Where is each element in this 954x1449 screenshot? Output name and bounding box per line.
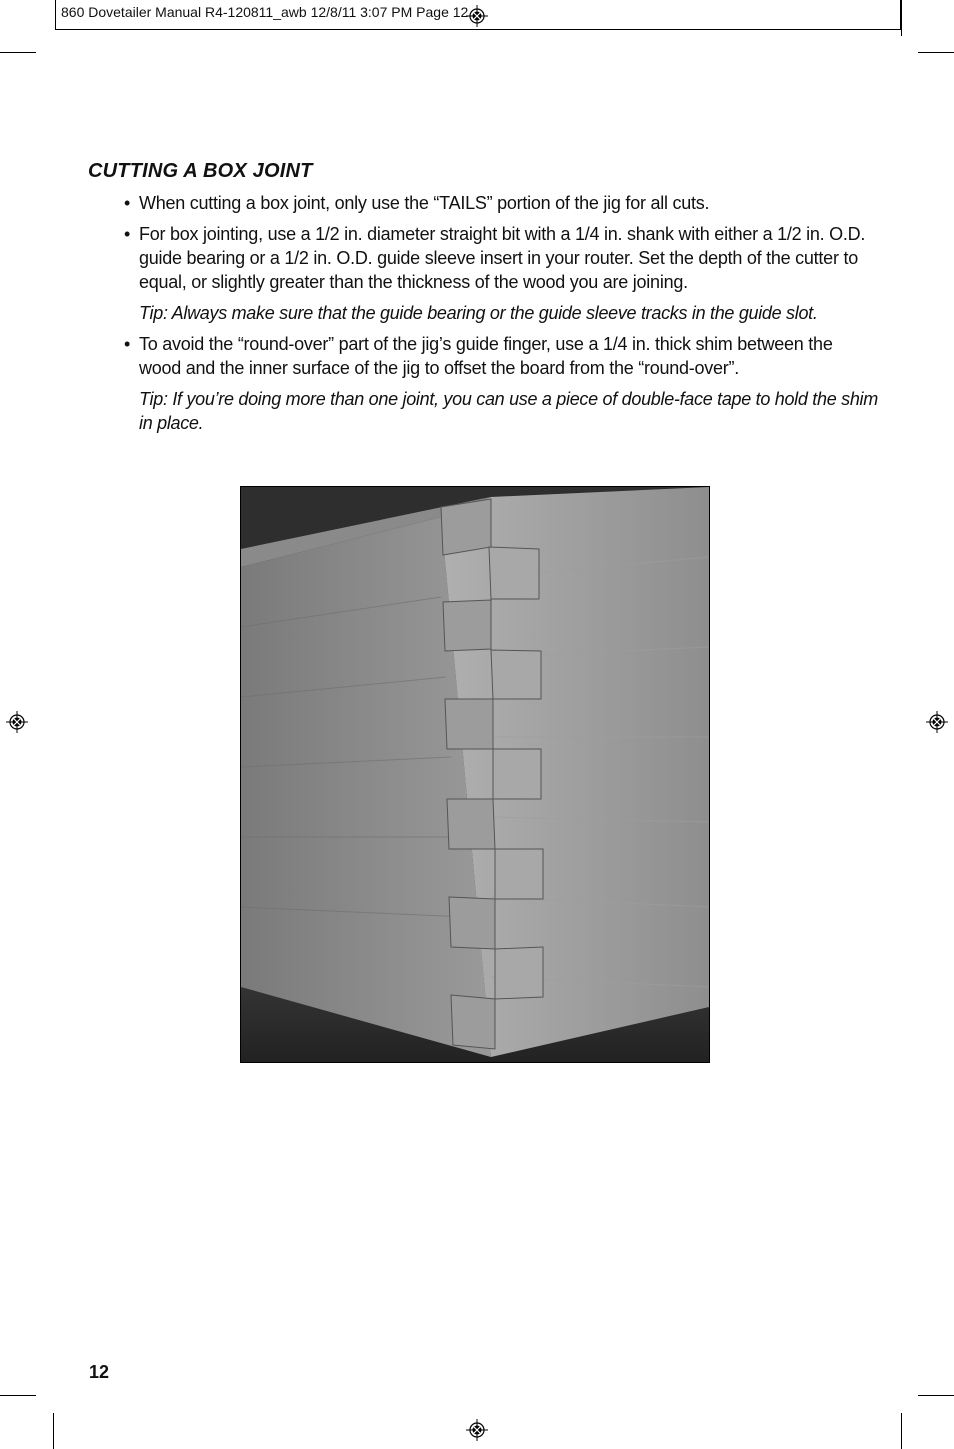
tip-text: Tip: If you’re doing more than one joint, you can use a piece of double-face tape to hold the shim in place. <box>139 389 878 433</box>
list-item <box>124 332 878 380</box>
crop-mark <box>918 1395 954 1396</box>
box-joint-photo <box>240 486 710 1063</box>
section-title: CUTTING A BOX JOINT <box>88 160 313 182</box>
bullet: • <box>124 334 131 354</box>
bullet: • <box>124 224 131 244</box>
list-item-text: When cutting a box joint, only use the “TAILS” portion of the jig for all cuts. <box>139 193 710 213</box>
crop-mark <box>0 1395 36 1396</box>
list-item-text: To avoid the “round-over” part of the jig’s guide finger, use a 1/4 in. thick shim between the wood and the inner surface of the jig to offset the board from the “round-over”. <box>139 334 833 378</box>
crop-mark <box>901 0 902 36</box>
list-item <box>124 191 878 215</box>
registration-mark-icon <box>466 5 488 27</box>
registration-mark-icon <box>6 711 28 733</box>
list-item-text: For box jointing, use a 1/2 in. diameter straight bit with a 1/4 in. shank with either a 1/2 in. O.D. guide bearing or a 1/2 in. O.D. guide sleeve insert in your router. Set the depth of the cutter to equal, or slightly greater than the thickness of the wood you are joining. <box>139 224 866 292</box>
crop-mark <box>0 52 36 53</box>
registration-mark-icon <box>466 1419 488 1441</box>
crop-mark <box>901 1413 902 1449</box>
registration-mark-icon <box>926 711 948 733</box>
crop-mark <box>918 52 954 53</box>
box-joint-illustration <box>241 487 709 1062</box>
list-item <box>124 222 878 294</box>
page-number: 12 <box>89 1362 110 1382</box>
slug-text: 860 Dovetailer Manual R4-120811_awb 12/8/11 3:07 PM Page 12 <box>61 4 469 20</box>
crop-mark <box>53 1413 54 1449</box>
tip-text: Tip: Always make sure that the guide bearing or the guide sleeve tracks in the guide slot. <box>139 303 818 323</box>
section-box-joint <box>88 160 878 435</box>
bullet: • <box>124 193 131 213</box>
